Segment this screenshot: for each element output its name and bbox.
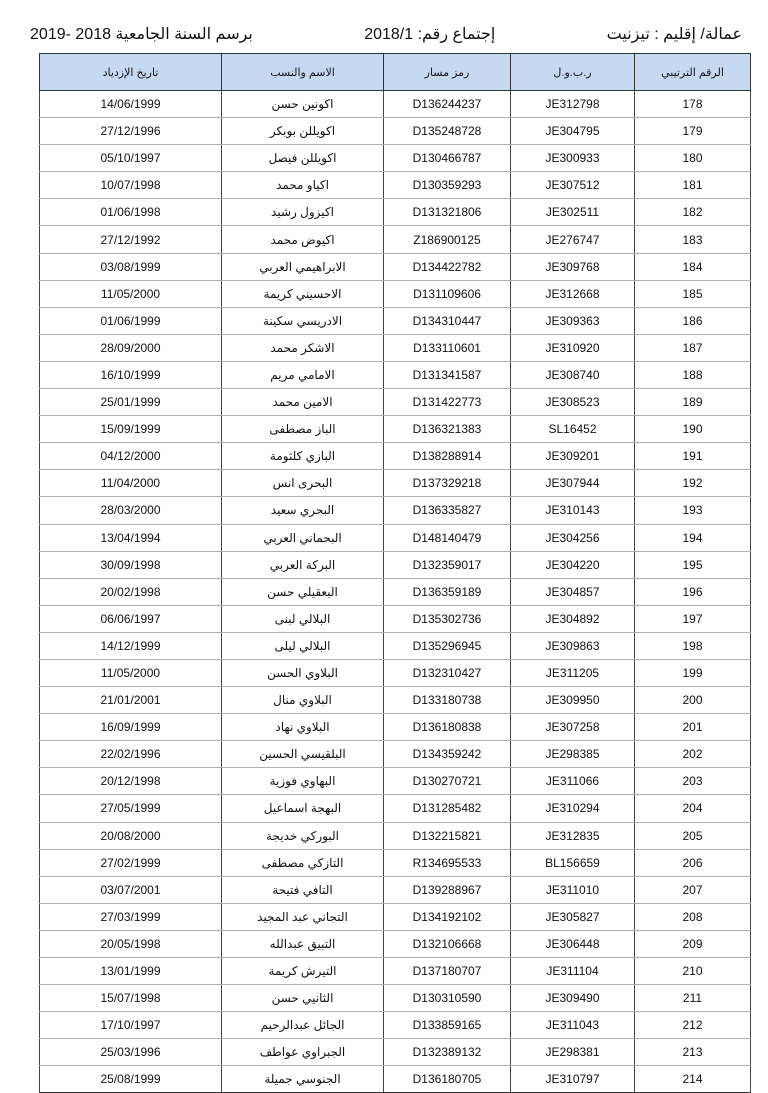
massar-code-cell: D131109606 bbox=[384, 280, 511, 307]
student-roster-table bbox=[39, 53, 751, 1093]
name-cell: الامين محمد bbox=[222, 389, 384, 416]
massar-code-cell: D136359189 bbox=[384, 578, 511, 605]
massar-code-cell: D130359293 bbox=[384, 172, 511, 199]
birth-date-cell: 11/05/2000 bbox=[40, 659, 222, 686]
massar-code-cell: D131422773 bbox=[384, 389, 511, 416]
id-cell: JE308523 bbox=[511, 389, 635, 416]
birth-date-cell: 25/08/1999 bbox=[40, 1066, 222, 1093]
rank-cell: 206 bbox=[635, 849, 751, 876]
rank-cell: 213 bbox=[635, 1039, 751, 1066]
column-header-birth-date: تاريخ الإزدياد bbox=[40, 54, 222, 91]
table-row bbox=[40, 958, 751, 985]
birth-date-cell: 25/01/1999 bbox=[40, 389, 222, 416]
id-cell: JE304892 bbox=[511, 605, 635, 632]
massar-code-cell: D133180738 bbox=[384, 687, 511, 714]
id-cell: JE311043 bbox=[511, 1012, 635, 1039]
birth-date-cell: 27/03/1999 bbox=[40, 903, 222, 930]
rank-cell: 189 bbox=[635, 389, 751, 416]
rank-cell: 210 bbox=[635, 958, 751, 985]
id-cell: JE305827 bbox=[511, 903, 635, 930]
id-cell: JE311066 bbox=[511, 768, 635, 795]
id-cell: JE310294 bbox=[511, 795, 635, 822]
table-row bbox=[40, 1039, 751, 1066]
table-row bbox=[40, 795, 751, 822]
table-row bbox=[40, 741, 751, 768]
id-cell: JE312798 bbox=[511, 91, 635, 118]
id-cell: JE311010 bbox=[511, 876, 635, 903]
table-row bbox=[40, 253, 751, 280]
table-row bbox=[40, 172, 751, 199]
table-row bbox=[40, 118, 751, 145]
massar-code-cell: D148140479 bbox=[384, 524, 511, 551]
rank-cell: 193 bbox=[635, 497, 751, 524]
rank-cell: 199 bbox=[635, 659, 751, 686]
rank-cell: 178 bbox=[635, 91, 751, 118]
rank-cell: 197 bbox=[635, 605, 751, 632]
birth-date-cell: 15/07/1998 bbox=[40, 985, 222, 1012]
id-cell: JE311205 bbox=[511, 659, 635, 686]
table-row bbox=[40, 226, 751, 253]
massar-code-cell: D134310447 bbox=[384, 307, 511, 334]
massar-code-cell: D132106668 bbox=[384, 930, 511, 957]
rank-cell: 191 bbox=[635, 443, 751, 470]
id-cell: JE309768 bbox=[511, 253, 635, 280]
birth-date-cell: 20/12/1998 bbox=[40, 768, 222, 795]
name-cell: البحرى انس bbox=[222, 470, 384, 497]
id-cell: SL16452 bbox=[511, 416, 635, 443]
column-header-id: ر.ب.و.ل bbox=[511, 54, 635, 91]
name-cell: اكيوض محمد bbox=[222, 226, 384, 253]
massar-code-cell: D131341587 bbox=[384, 361, 511, 388]
birth-date-cell: 13/04/1994 bbox=[40, 524, 222, 551]
name-cell: البركة العربي bbox=[222, 551, 384, 578]
rank-cell: 195 bbox=[635, 551, 751, 578]
rank-cell: 196 bbox=[635, 578, 751, 605]
id-cell: BL156659 bbox=[511, 849, 635, 876]
birth-date-cell: 30/09/1998 bbox=[40, 551, 222, 578]
name-cell: الجائل عبدالرحيم bbox=[222, 1012, 384, 1039]
birth-date-cell: 14/12/1999 bbox=[40, 632, 222, 659]
name-cell: التافي فتيحة bbox=[222, 876, 384, 903]
rank-cell: 184 bbox=[635, 253, 751, 280]
table-row bbox=[40, 659, 751, 686]
birth-date-cell: 28/03/2000 bbox=[40, 497, 222, 524]
table-row bbox=[40, 443, 751, 470]
rank-cell: 214 bbox=[635, 1066, 751, 1093]
column-header-full-name: الاسم والنسب bbox=[222, 54, 384, 91]
rank-cell: 188 bbox=[635, 361, 751, 388]
birth-date-cell: 03/07/2001 bbox=[40, 876, 222, 903]
name-cell: البلاوي الحسن bbox=[222, 659, 384, 686]
birth-date-cell: 27/02/1999 bbox=[40, 849, 222, 876]
name-cell: الاشكر محمد bbox=[222, 334, 384, 361]
table-row bbox=[40, 524, 751, 551]
name-cell: البلالي ليلى bbox=[222, 632, 384, 659]
name-cell: اكيزول رشيد bbox=[222, 199, 384, 226]
table-row bbox=[40, 1066, 751, 1093]
id-cell: JE307512 bbox=[511, 172, 635, 199]
name-cell: البحماني العربي bbox=[222, 524, 384, 551]
rank-cell: 198 bbox=[635, 632, 751, 659]
birth-date-cell: 10/07/1998 bbox=[40, 172, 222, 199]
name-cell: اكونين حسن bbox=[222, 91, 384, 118]
region-label: عمالة/ إقليم : تيزنيت bbox=[606, 26, 742, 43]
birth-date-cell: 16/09/1999 bbox=[40, 714, 222, 741]
massar-code-cell: D130270721 bbox=[384, 768, 511, 795]
massar-code-cell: D132215821 bbox=[384, 822, 511, 849]
id-cell: JE276747 bbox=[511, 226, 635, 253]
table-row bbox=[40, 903, 751, 930]
massar-code-cell: D138288914 bbox=[384, 443, 511, 470]
id-cell: JE300933 bbox=[511, 145, 635, 172]
name-cell: الثانيي حسن bbox=[222, 985, 384, 1012]
massar-code-cell: D139288967 bbox=[384, 876, 511, 903]
rank-cell: 201 bbox=[635, 714, 751, 741]
table-row bbox=[40, 145, 751, 172]
rank-cell: 186 bbox=[635, 307, 751, 334]
name-cell: البوركي خديجة bbox=[222, 822, 384, 849]
birth-date-cell: 21/01/2001 bbox=[40, 687, 222, 714]
table-row bbox=[40, 930, 751, 957]
rank-cell: 183 bbox=[635, 226, 751, 253]
id-cell: JE309490 bbox=[511, 985, 635, 1012]
name-cell: التازكي مصطفى bbox=[222, 849, 384, 876]
massar-code-cell: D136321383 bbox=[384, 416, 511, 443]
birth-date-cell: 11/05/2000 bbox=[40, 280, 222, 307]
massar-code-cell: D135248728 bbox=[384, 118, 511, 145]
massar-code-cell: D133110601 bbox=[384, 334, 511, 361]
birth-date-cell: 05/10/1997 bbox=[40, 145, 222, 172]
rank-cell: 204 bbox=[635, 795, 751, 822]
table-row bbox=[40, 714, 751, 741]
rank-cell: 194 bbox=[635, 524, 751, 551]
name-cell: البلالي لبنى bbox=[222, 605, 384, 632]
birth-date-cell: 20/08/2000 bbox=[40, 822, 222, 849]
id-cell: JE310143 bbox=[511, 497, 635, 524]
table-row bbox=[40, 307, 751, 334]
table-body bbox=[40, 91, 751, 1093]
table-row bbox=[40, 334, 751, 361]
name-cell: الجنوسي جميلة bbox=[222, 1066, 384, 1093]
id-cell: JE298381 bbox=[511, 1039, 635, 1066]
rank-cell: 202 bbox=[635, 741, 751, 768]
id-cell: JE311104 bbox=[511, 958, 635, 985]
table-row bbox=[40, 578, 751, 605]
name-cell: الابراهيمي العربي bbox=[222, 253, 384, 280]
table-row bbox=[40, 985, 751, 1012]
table-row bbox=[40, 497, 751, 524]
id-cell: JE304857 bbox=[511, 578, 635, 605]
massar-code-cell: D132310427 bbox=[384, 659, 511, 686]
massar-code-cell: D136180705 bbox=[384, 1066, 511, 1093]
table-header-row bbox=[40, 54, 751, 91]
name-cell: البهجة اسماعيل bbox=[222, 795, 384, 822]
rank-cell: 180 bbox=[635, 145, 751, 172]
birth-date-cell: 17/10/1997 bbox=[40, 1012, 222, 1039]
birth-date-cell: 27/12/1996 bbox=[40, 118, 222, 145]
birth-date-cell: 13/01/1999 bbox=[40, 958, 222, 985]
name-cell: البلاوي منال bbox=[222, 687, 384, 714]
birth-date-cell: 20/02/1998 bbox=[40, 578, 222, 605]
name-cell: البلقيسي الحسين bbox=[222, 741, 384, 768]
birth-date-cell: 14/06/1999 bbox=[40, 91, 222, 118]
massar-code-cell: D136335827 bbox=[384, 497, 511, 524]
page-header bbox=[30, 22, 742, 46]
id-cell: JE306448 bbox=[511, 930, 635, 957]
table-row bbox=[40, 470, 751, 497]
table-row bbox=[40, 91, 751, 118]
table-row bbox=[40, 280, 751, 307]
table-row bbox=[40, 1012, 751, 1039]
id-cell: JE312835 bbox=[511, 822, 635, 849]
rank-cell: 200 bbox=[635, 687, 751, 714]
birth-date-cell: 22/02/1996 bbox=[40, 741, 222, 768]
birth-date-cell: 27/05/1999 bbox=[40, 795, 222, 822]
massar-code-cell: D132359017 bbox=[384, 551, 511, 578]
id-cell: JE302511 bbox=[511, 199, 635, 226]
rank-cell: 211 bbox=[635, 985, 751, 1012]
rank-cell: 182 bbox=[635, 199, 751, 226]
massar-code-cell: D137329218 bbox=[384, 470, 511, 497]
rank-cell: 212 bbox=[635, 1012, 751, 1039]
massar-code-cell: D134359242 bbox=[384, 741, 511, 768]
table-row bbox=[40, 632, 751, 659]
rank-cell: 190 bbox=[635, 416, 751, 443]
name-cell: البحري سعيد bbox=[222, 497, 384, 524]
id-cell: JE307944 bbox=[511, 470, 635, 497]
massar-code-cell: R134695533 bbox=[384, 849, 511, 876]
massar-code-cell: D134192102 bbox=[384, 903, 511, 930]
massar-code-cell: D136180838 bbox=[384, 714, 511, 741]
birth-date-cell: 11/04/2000 bbox=[40, 470, 222, 497]
column-header-massar-code: رمز مسار bbox=[384, 54, 511, 91]
name-cell: اكويللن بوبكر bbox=[222, 118, 384, 145]
name-cell: التبيق عبدالله bbox=[222, 930, 384, 957]
id-cell: JE304795 bbox=[511, 118, 635, 145]
birth-date-cell: 06/06/1997 bbox=[40, 605, 222, 632]
massar-code-cell: D136244237 bbox=[384, 91, 511, 118]
name-cell: التيرش كريمة bbox=[222, 958, 384, 985]
id-cell: JE308740 bbox=[511, 361, 635, 388]
massar-code-cell: D134422782 bbox=[384, 253, 511, 280]
rank-cell: 192 bbox=[635, 470, 751, 497]
name-cell: اكياو محمد bbox=[222, 172, 384, 199]
table-row bbox=[40, 876, 751, 903]
massar-code-cell: D132389132 bbox=[384, 1039, 511, 1066]
name-cell: الادريسي سكينة bbox=[222, 307, 384, 334]
name-cell: الجبراوي عواطف bbox=[222, 1039, 384, 1066]
massar-code-cell: D131285482 bbox=[384, 795, 511, 822]
name-cell: الاحسيني كريمة bbox=[222, 280, 384, 307]
massar-code-cell: D130310590 bbox=[384, 985, 511, 1012]
massar-code-cell: D133859165 bbox=[384, 1012, 511, 1039]
id-cell: JE312668 bbox=[511, 280, 635, 307]
table-row bbox=[40, 551, 751, 578]
massar-code-cell: D135296945 bbox=[384, 632, 511, 659]
birth-date-cell: 04/12/2000 bbox=[40, 443, 222, 470]
table-row bbox=[40, 605, 751, 632]
table-row bbox=[40, 687, 751, 714]
birth-date-cell: 25/03/1996 bbox=[40, 1039, 222, 1066]
birth-date-cell: 20/05/1998 bbox=[40, 930, 222, 957]
birth-date-cell: 03/08/1999 bbox=[40, 253, 222, 280]
id-cell: JE310920 bbox=[511, 334, 635, 361]
id-cell: JE310797 bbox=[511, 1066, 635, 1093]
table-row bbox=[40, 849, 751, 876]
massar-code-cell: D131321806 bbox=[384, 199, 511, 226]
id-cell: JE309863 bbox=[511, 632, 635, 659]
birth-date-cell: 15/09/1999 bbox=[40, 416, 222, 443]
rank-cell: 185 bbox=[635, 280, 751, 307]
birth-date-cell: 28/09/2000 bbox=[40, 334, 222, 361]
id-cell: JE309950 bbox=[511, 687, 635, 714]
massar-code-cell: Z186900125 bbox=[384, 226, 511, 253]
rank-cell: 207 bbox=[635, 876, 751, 903]
id-cell: JE307258 bbox=[511, 714, 635, 741]
table-row bbox=[40, 361, 751, 388]
massar-code-cell: D135302736 bbox=[384, 605, 511, 632]
academic-year: برسم السنة الجامعية 2018 -2019 bbox=[30, 26, 253, 43]
meeting-number: إجتماع رقم: 2018/1 bbox=[364, 26, 496, 43]
name-cell: البهاوي فوزية bbox=[222, 768, 384, 795]
id-cell: JE309363 bbox=[511, 307, 635, 334]
id-cell: JE309201 bbox=[511, 443, 635, 470]
name-cell: التجاني عبد المجيد bbox=[222, 903, 384, 930]
birth-date-cell: 01/06/1998 bbox=[40, 199, 222, 226]
rank-cell: 205 bbox=[635, 822, 751, 849]
name-cell: الباز مصطفى bbox=[222, 416, 384, 443]
id-cell: JE304220 bbox=[511, 551, 635, 578]
name-cell: البعقيلي حسن bbox=[222, 578, 384, 605]
name-cell: البازي كلثومة bbox=[222, 443, 384, 470]
birth-date-cell: 16/10/1999 bbox=[40, 361, 222, 388]
table-row bbox=[40, 389, 751, 416]
name-cell: البلاوي نهاد bbox=[222, 714, 384, 741]
table-row bbox=[40, 416, 751, 443]
birth-date-cell: 27/12/1992 bbox=[40, 226, 222, 253]
column-header-rank: الرقم الترتيبي bbox=[635, 54, 751, 91]
id-cell: JE304256 bbox=[511, 524, 635, 551]
name-cell: الامامي مريم bbox=[222, 361, 384, 388]
rank-cell: 181 bbox=[635, 172, 751, 199]
name-cell: اكويللن فيصل bbox=[222, 145, 384, 172]
rank-cell: 203 bbox=[635, 768, 751, 795]
massar-code-cell: D130466787 bbox=[384, 145, 511, 172]
table-row bbox=[40, 199, 751, 226]
table-row bbox=[40, 768, 751, 795]
birth-date-cell: 01/06/1999 bbox=[40, 307, 222, 334]
rank-cell: 187 bbox=[635, 334, 751, 361]
rank-cell: 179 bbox=[635, 118, 751, 145]
rank-cell: 208 bbox=[635, 903, 751, 930]
rank-cell: 209 bbox=[635, 930, 751, 957]
table-row bbox=[40, 822, 751, 849]
massar-code-cell: D137180707 bbox=[384, 958, 511, 985]
id-cell: JE298385 bbox=[511, 741, 635, 768]
